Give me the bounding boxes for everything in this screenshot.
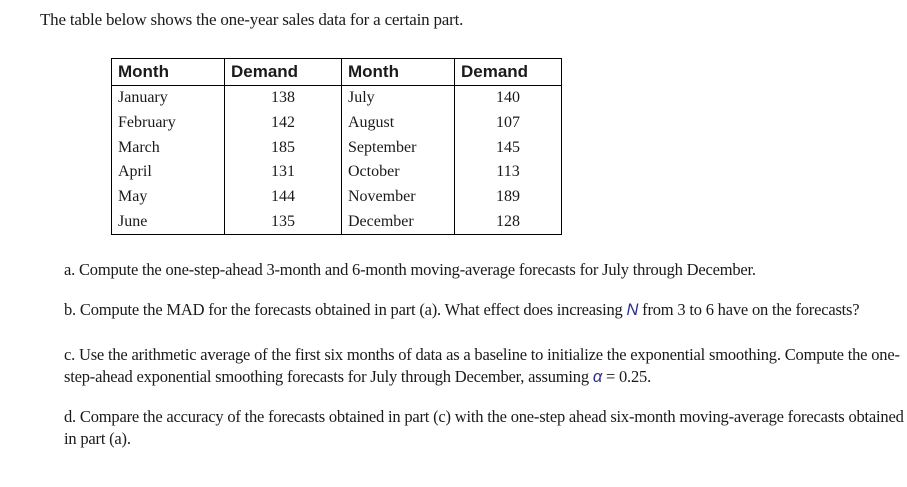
demand-cell: 140: [455, 86, 562, 111]
demand-cell: 142: [225, 111, 342, 136]
month-cell: February: [112, 111, 225, 136]
month-cell: November: [342, 185, 455, 210]
table-row: [112, 111, 562, 136]
demand-cell: 131: [225, 160, 342, 185]
sales-table: [111, 58, 562, 235]
alpha-symbol: α: [592, 368, 603, 386]
month-cell: June: [112, 209, 225, 234]
month-cell: January: [112, 86, 225, 111]
intro-text: The table below shows the one-year sales data for a certain part.: [40, 10, 464, 29]
month-cell: May: [112, 185, 225, 210]
question-b-text-start: b. Compute the MAD for the forecasts obtained in part (a). What effect does increasing: [64, 300, 627, 319]
demand-cell: 113: [455, 160, 562, 185]
table-row: [112, 209, 562, 234]
table-header-row: [112, 59, 562, 86]
question-c-text-start: c. Use the arithmetic average of the first six months of data as a baseline to initialize the exponential smoothing. Compute the one-step-ahead exponential smoothing forecasts for July through December, assuming: [64, 345, 900, 386]
table-row: [112, 86, 562, 111]
header-month-2: Month: [342, 59, 455, 86]
table-row: [112, 185, 562, 210]
question-b: [64, 299, 859, 321]
demand-cell: 185: [225, 135, 342, 160]
header-month-1: Month: [112, 59, 225, 86]
variable-n-symbol: N: [626, 301, 639, 319]
month-cell: September: [342, 135, 455, 160]
table-row: [112, 160, 562, 185]
month-cell: October: [342, 160, 455, 185]
header-demand-1: Demand: [225, 59, 342, 86]
question-c-text-end: = 0.25.: [602, 367, 652, 386]
question-a: a. Compute the one-step-ahead 3-month and 6-month moving-average forecasts for July through December.: [64, 260, 756, 279]
demand-cell: 189: [455, 185, 562, 210]
month-cell: August: [342, 111, 455, 136]
question-d: d. Compare the accuracy of the forecasts obtained in part (c) with the one-step ahead six-month moving-average forecasts obtained in part (a).: [64, 407, 904, 448]
question-c: [64, 344, 904, 388]
demand-cell: 135: [225, 209, 342, 234]
month-cell: March: [112, 135, 225, 160]
table-row: [112, 135, 562, 160]
demand-cell: 128: [455, 209, 562, 234]
question-b-text-end: from 3 to 6 have on the forecasts?: [638, 300, 860, 319]
month-cell: July: [342, 86, 455, 111]
month-cell: December: [342, 209, 455, 234]
demand-cell: 145: [455, 135, 562, 160]
demand-cell: 107: [455, 111, 562, 136]
header-demand-2: Demand: [455, 59, 562, 86]
demand-cell: 144: [225, 185, 342, 210]
month-cell: April: [112, 160, 225, 185]
demand-cell: 138: [225, 86, 342, 111]
